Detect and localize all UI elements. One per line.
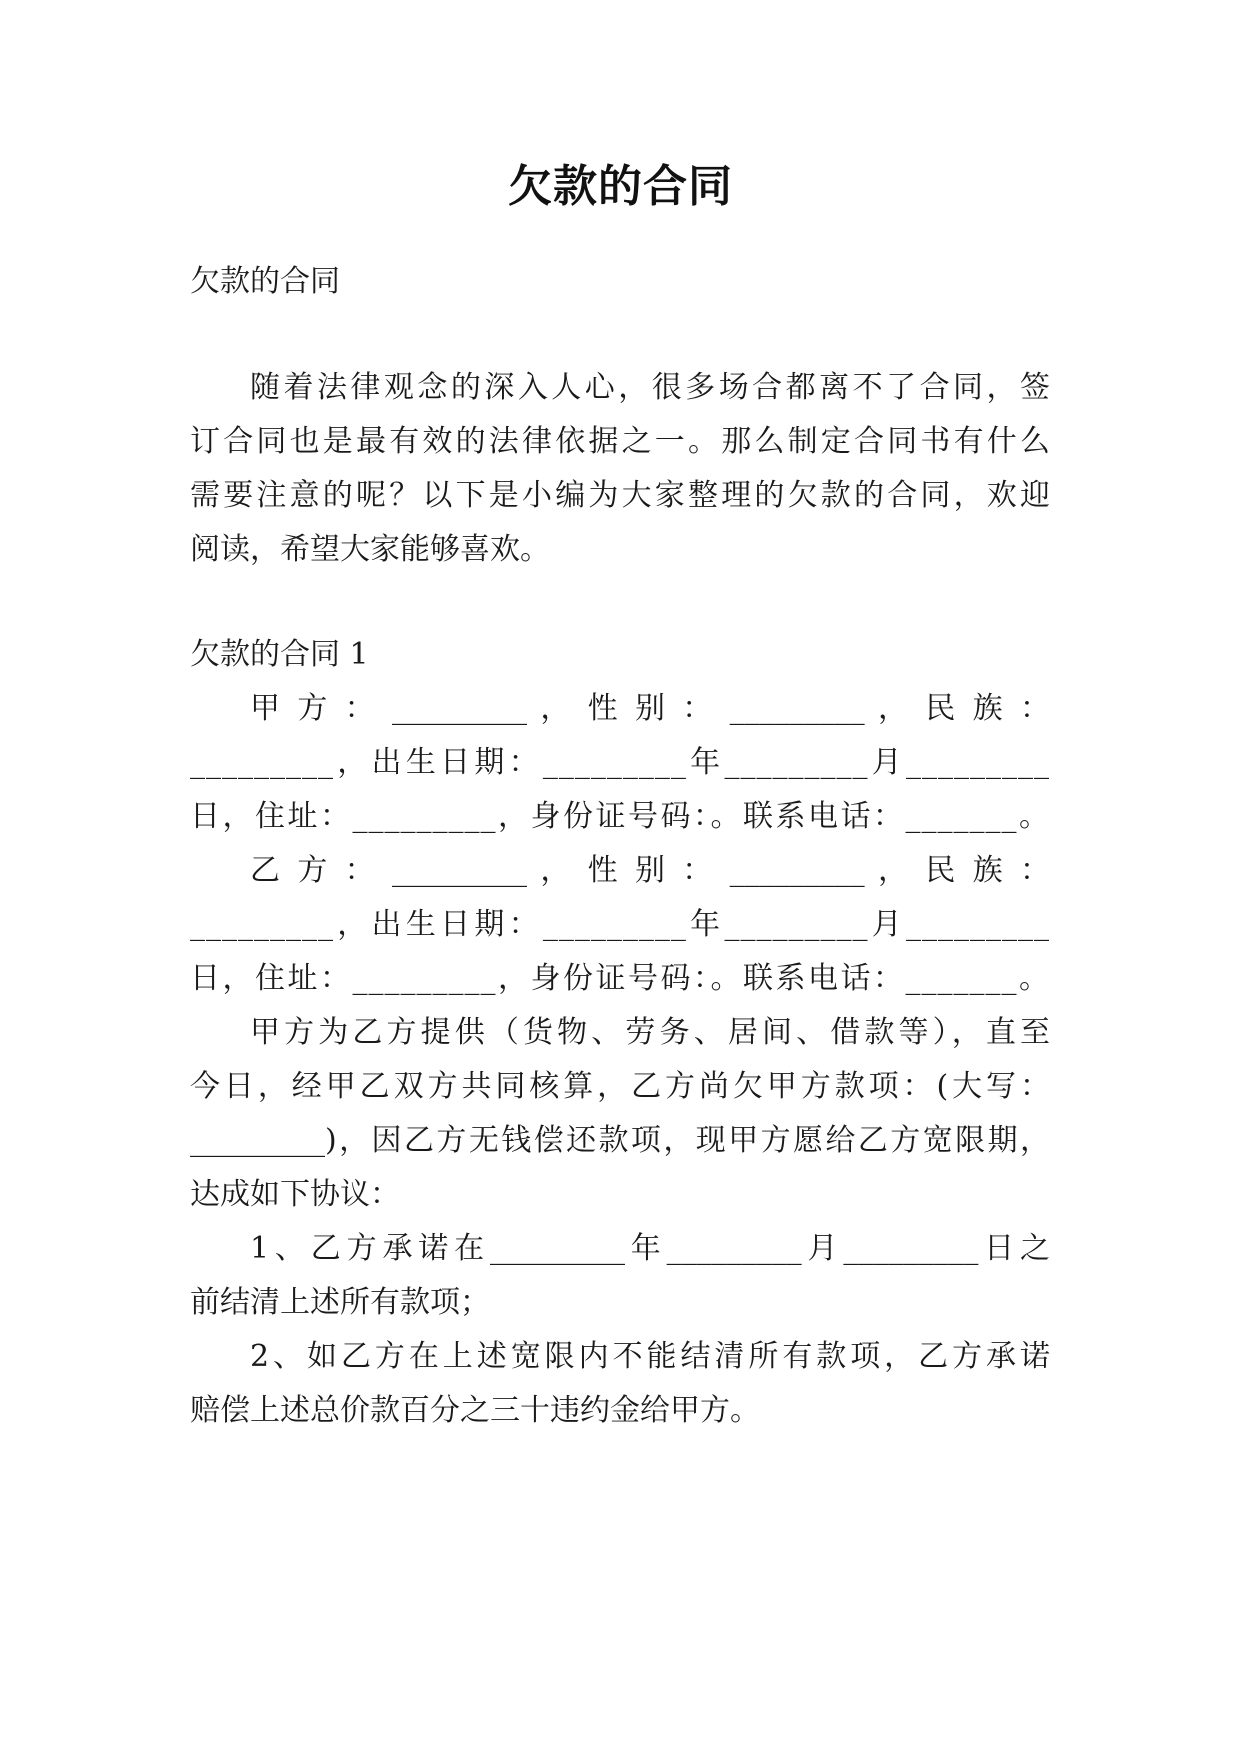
- debt-paragraph-line: _________)，因乙方无钱偿还款项，现甲方愿给乙方宽限期，: [190, 1123, 1050, 1158]
- party-a-line: 甲 方 ： _________ ， 性 别 ： _________ ， 民 族 ：: [250, 691, 1050, 726]
- section-title: 欠款的合同 1: [190, 637, 369, 672]
- document-heading: 欠款的合同: [190, 264, 340, 299]
- party-a-line: _________，出生日期：_________年_________月_________: [190, 745, 1050, 780]
- intro-line: 订合同也是最有效的法律依据之一。那么制定合同书有什么: [190, 424, 1050, 459]
- intro-line: 阅读，希望大家能够喜欢。: [190, 532, 550, 567]
- party-b-line: 日，住址：_________，身份证号码：。联系电话：_______。: [190, 961, 1050, 996]
- debt-paragraph-line: 达成如下协议：: [190, 1177, 400, 1212]
- clause-2-line: 赔偿上述总价款百分之三十违约金给甲方。: [190, 1393, 760, 1428]
- clause-2-line: 2、如乙方在上述宽限内不能结清所有款项，乙方承诺: [250, 1339, 1050, 1374]
- intro-line: 需要注意的呢？以下是小编为大家整理的欠款的合同，欢迎: [190, 478, 1050, 513]
- debt-paragraph-line: 今日，经甲乙双方共同核算，乙方尚欠甲方款项：(大写：: [190, 1069, 1050, 1104]
- party-b-line: _________，出生日期：_________年_________月_________: [190, 907, 1050, 942]
- document-title: 欠款的合同: [508, 161, 733, 212]
- intro-line: 随着法律观念的深入人心，很多场合都离不了合同，签: [250, 370, 1050, 405]
- party-b-line: 乙 方 ： _________ ， 性 别 ： _________ ， 民 族 ：: [250, 853, 1050, 888]
- clause-1-line: 前结清上述所有款项；: [190, 1285, 490, 1320]
- party-a-line: 日，住址：_________，身份证号码：。联系电话：_______。: [190, 799, 1050, 834]
- debt-paragraph-line: 甲方为乙方提供（货物、劳务、居间、借款等），直至: [250, 1015, 1050, 1050]
- clause-1-line: 1、乙方承诺在_________年_________月_________日之: [250, 1231, 1050, 1266]
